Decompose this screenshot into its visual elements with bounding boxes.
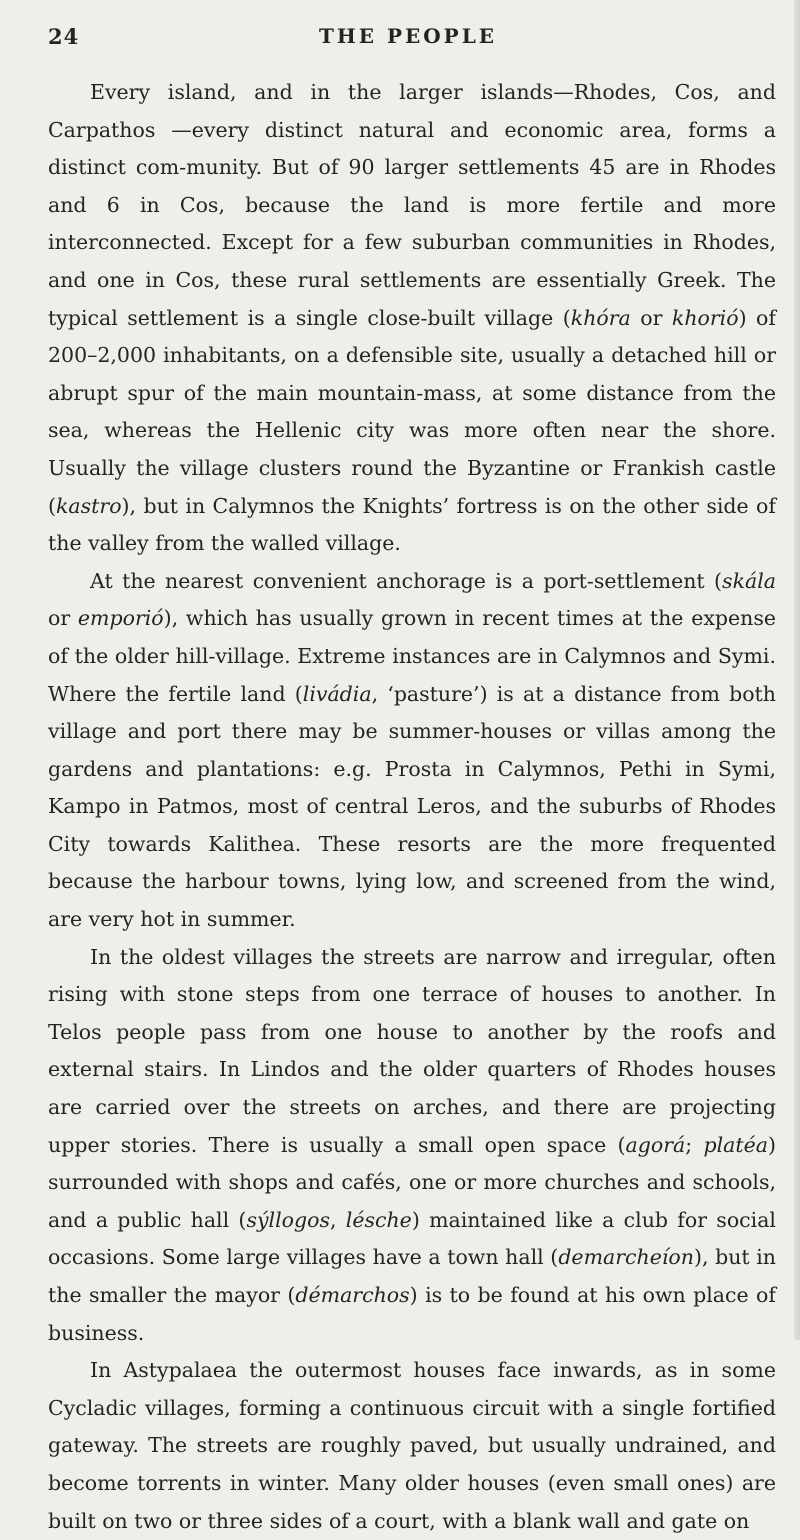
- text-run: ), which has usually grown in recent times at the expense of the older hill-village. Extreme instances are in Calymnos and Symi. Where the fertile land (: [48, 606, 776, 706]
- italic-term: platéa: [703, 1132, 768, 1157]
- page-header: [48, 24, 768, 60]
- body-text: [48, 74, 776, 1540]
- paragraph: [48, 74, 776, 563]
- text-run: ) is to be found at his own place of business.: [48, 1283, 776, 1345]
- italic-term: livádia: [302, 681, 372, 706]
- text-run: ) of 200–2,000 inhabitants, on a defensible site, usually a detached hill or abrupt spur of the main mountain-mass, at some distance from the sea, whereas the Hellenic city was more often near the shore. Usually the village clusters round the Byzantine or Frankish castle (: [48, 305, 776, 518]
- italic-term: lésche: [345, 1207, 412, 1232]
- italic-term: démarchos: [295, 1283, 410, 1307]
- italic-term: khorió: [671, 305, 739, 330]
- text-run: Every island, and in the larger islands—Rhodes, Cos, and Carpathos —every distinct natural and economic area, forms a distinct com-munity. But of 90 larger settlements 45 are in Rhodes and 6 in Cos, because the land is more fertile and more interconnected. Except for a few suburban communities in Rhodes, and one in Cos, these rural settlements are essentially Greek. The typical settlement is a single close-built village (: [48, 80, 776, 330]
- running-head: THE PEOPLE: [318, 24, 498, 48]
- paragraph: [48, 563, 776, 939]
- page-number: 24: [48, 24, 80, 49]
- page-edge-shadow: [794, 0, 800, 1340]
- text-run: In the oldest villages the streets are narrow and irregular, often rising with stone steps from one terrace of houses to another. In Telos people pass from one house to another by the roofs and external stairs. In Lindos and the older quarters of Rhodes houses are carried over the streets on arches, and there are projecting upper stories. There is usually a small open space (: [48, 944, 776, 1157]
- text-run: ), but in Calymnos the Knights’ fortress is on the other side of the valley from the walled village.: [48, 493, 776, 556]
- italic-term: skála: [722, 568, 776, 593]
- paragraph: [48, 1352, 776, 1540]
- text-run: ,: [329, 1207, 346, 1232]
- italic-term: kastro: [56, 493, 122, 518]
- text-run: At the nearest convenient anchorage is a port-settlement (: [90, 568, 723, 593]
- text-run: or: [48, 606, 78, 631]
- text-run: ) maintained like a club for social occasions. Some large villages have a town hall (: [48, 1207, 776, 1270]
- text-run: ), but in the smaller the mayor (: [48, 1245, 777, 1307]
- text-run: ;: [685, 1132, 704, 1157]
- italic-term: sýllogos: [246, 1207, 330, 1232]
- italic-term: emporió: [77, 606, 164, 631]
- italic-term: khóra: [570, 305, 631, 330]
- paragraph: [48, 939, 776, 1353]
- italic-term: demarcheíon: [558, 1245, 694, 1270]
- italic-term: agorá: [625, 1132, 686, 1157]
- text-run: ) surrounded with shops and cafés, one or more churches and schools, and a public hall (: [48, 1132, 776, 1232]
- text-run: In Astypalaea the outermost houses face inwards, as in some Cycladic villages, forming a continuous circuit with a single fortified gateway. The streets are roughly paved, but usually undrained, and become torrents in winter. Many older houses (even small ones) are built on two or three sides of a court, with a blank wall and gate on: [48, 1358, 776, 1533]
- text-run: or: [630, 305, 672, 330]
- text-run: , ‘pasture’) is at a distance from both village and port there may be summer-houses or villas among the gardens and plantations: e.g. Prosta in Calymnos, Pethi in Symi, Kampo in Patmos, most of central Leros, and the suburbs of Rhodes City towards Kalithea. These resorts are the more frequented because the harbour towns, lying low, and screened from the wind, are very hot in summer.: [48, 681, 776, 932]
